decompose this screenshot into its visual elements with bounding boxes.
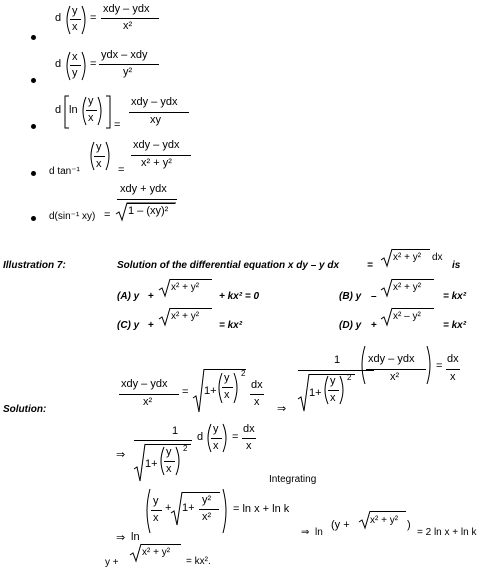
right-paren (221, 488, 231, 534)
formula-4-num: y (96, 141, 102, 153)
final-eq: = kx². (186, 556, 211, 567)
step1-dx: dx (251, 379, 263, 391)
step4-x: x (153, 512, 159, 524)
formula-5-rden: 1 – (xy)² (128, 205, 169, 217)
option-b-radicand: x² + y² (393, 282, 422, 293)
implies-arrow: ⇒ (116, 532, 126, 544)
fraction-bar (151, 510, 162, 511)
formula-1-num: y (72, 5, 78, 17)
step2-x: x (330, 392, 336, 404)
formula-4-lhs: d tan⁻¹ (49, 166, 80, 177)
formula-2-num: x (72, 51, 78, 63)
formula-1-eq: = (90, 12, 97, 24)
integrating-text: Integrating (269, 474, 317, 485)
step3-y: y (166, 446, 172, 458)
step3-x2: x (246, 440, 252, 452)
fraction-bar (131, 155, 191, 156)
question-dx: dx (432, 252, 443, 263)
formula-1-den: x (72, 21, 78, 33)
bullet (31, 78, 36, 83)
formula-2-d: d (55, 58, 62, 70)
step4-onep: 1+ (182, 502, 195, 514)
option-d-radicand: x² – y² (393, 311, 421, 322)
fraction-bar (366, 369, 426, 370)
step2-eq: = (436, 360, 443, 372)
step3-sq: 2 (183, 444, 188, 453)
formula-3-rden: xy (150, 114, 161, 126)
formula-1-d: d (55, 12, 62, 24)
option-b-label: (B) y (339, 291, 362, 302)
left-paren (143, 488, 153, 534)
step1-x2: x (254, 396, 260, 408)
fraction-bar (119, 394, 179, 395)
step4-x2: x² (202, 511, 212, 523)
question-eq: = (367, 260, 373, 271)
step1-den: x² (143, 396, 153, 408)
formula-4-eq: = (118, 164, 125, 176)
formula-1-rnum: xdy – ydx (103, 3, 150, 15)
step3-onep: 1+ (145, 458, 158, 470)
fraction-bar (199, 509, 219, 510)
fraction-bar (446, 369, 460, 370)
option-b-op: – (371, 291, 377, 302)
step4-y: y (153, 495, 159, 507)
final-pre: y + (105, 557, 119, 568)
formula-3-num: y (88, 95, 94, 107)
sqrt-bar (127, 203, 175, 204)
final-radicand: x² + y² (142, 547, 171, 558)
formula-5-lhs: d(sin⁻¹ xy) (49, 211, 96, 222)
option-c-radicand: x² + y² (171, 311, 200, 322)
step1-sq: 2 (241, 369, 246, 378)
formula-5-rnum: xdy + ydx (120, 183, 167, 195)
sqrt-bar (170, 308, 212, 309)
step4-eq: = ln x + ln k (233, 503, 290, 515)
option-a-label: (A) y (117, 291, 140, 302)
right-paren (425, 345, 435, 385)
bullet (31, 35, 36, 40)
solution-label: Solution: (3, 404, 47, 415)
step3-eq: = (232, 431, 239, 443)
right-bracket (104, 95, 112, 129)
formula-2-rnum: ydx – xdy (101, 49, 148, 61)
fraction-bar (117, 199, 177, 200)
question-text: Solution of the differential equation x dy – y dx (117, 260, 340, 271)
fraction-bar (99, 64, 159, 65)
formula-2-rden: y² (123, 66, 133, 78)
option-c-label: (C) y (117, 320, 140, 331)
step1-eq: = (182, 386, 189, 398)
step2-num: xdy – ydx (368, 353, 415, 365)
step2-den: x² (390, 371, 400, 383)
right-paren (104, 141, 114, 171)
right-paren (221, 423, 231, 453)
sqrt-sign (116, 202, 128, 222)
option-a-op: + (148, 291, 154, 302)
bullet (31, 216, 36, 221)
option-d-op: + (371, 320, 377, 331)
step1-x: x (224, 389, 230, 401)
fraction-bar (129, 112, 189, 113)
question-radicand: x² + y² (393, 252, 422, 263)
fraction-bar (242, 438, 256, 439)
option-a-tail: + kx² = 0 (219, 291, 260, 302)
formula-3-d: d (55, 104, 62, 116)
step3-d: d (197, 431, 204, 443)
right-paren (80, 5, 90, 35)
step2-one: 1 (334, 354, 341, 366)
step5-expr-post: ) (407, 519, 411, 531)
question-is: is (452, 260, 461, 271)
step4-y2: y² (202, 494, 212, 506)
left-paren (358, 345, 368, 385)
step5-eq: = 2 ln x + ln k (417, 527, 477, 538)
step3-x: x (166, 463, 172, 475)
formula-4-rden: x² + y² (141, 157, 172, 169)
step1-num: xdy – ydx (121, 378, 168, 390)
implies-arrow: ⇒ (116, 449, 126, 461)
implies-arrow: ⇒ (277, 403, 287, 415)
bullet (31, 124, 36, 129)
step1-onep: 1+ (204, 385, 217, 397)
step3-one: 1 (172, 425, 179, 437)
step3-fy: y (213, 423, 219, 435)
step5-radicand: x² + y² (370, 515, 399, 526)
formula-2-eq: = (90, 58, 97, 70)
fraction-bar (101, 18, 159, 19)
formula-5-eq: = (104, 209, 111, 221)
sqrt-bar (370, 511, 406, 512)
sqrt-sign (381, 248, 393, 268)
implies-arrow: ⇒ (301, 527, 310, 538)
fraction-bar (250, 394, 264, 395)
sqrt-bar (141, 544, 181, 545)
step3-fx: x (213, 440, 219, 452)
sqrt-sign (381, 307, 393, 327)
formula-3-eq: = (114, 119, 121, 131)
formula-3-den: x (88, 112, 94, 124)
plus-sign: + (165, 502, 172, 514)
sqrt-sign (130, 543, 142, 563)
option-c-op: + (148, 320, 154, 331)
sqrt-bar (392, 308, 434, 309)
sqrt-sign (159, 307, 171, 327)
sqrt-bar (170, 279, 212, 280)
step5-ln: ln (315, 527, 323, 538)
formula-4-den: x (96, 158, 102, 170)
step2-x2: x (450, 371, 456, 383)
step2-y: y (330, 375, 336, 387)
formula-3-rnum: xdy – ydx (131, 96, 178, 108)
option-c-tail: = kx² (219, 320, 243, 331)
step3-dx: dx (243, 423, 255, 435)
right-paren (80, 51, 90, 81)
option-a-radicand: x² + y² (171, 282, 200, 293)
step2-onep: 1+ (309, 387, 322, 399)
formula-2-den: y (72, 67, 78, 79)
sqrt-bar (392, 279, 434, 280)
sqrt-sign (381, 278, 393, 298)
step4-ln: ln (131, 531, 140, 543)
sqrt-sign (159, 278, 171, 298)
fraction-bar (134, 440, 192, 441)
bullet (31, 171, 36, 176)
step5-expr-pre: (y + (331, 519, 350, 531)
option-d-tail: = kx² (443, 320, 467, 331)
sqrt-bar (182, 492, 220, 493)
step1-y: y (224, 372, 230, 384)
sqrt-bar (392, 249, 430, 250)
sqrt-bar (204, 369, 246, 370)
step2-dx: dx (447, 353, 459, 365)
formula-4-rnum: xdy – ydx (133, 139, 180, 151)
formula-3-ln: ln (69, 104, 78, 116)
option-b-tail: = kx² (443, 291, 467, 302)
step2-sq: 2 (347, 373, 352, 382)
illustration-label: Illustration 7: (3, 260, 66, 271)
formula-1-rden: x² (123, 20, 133, 32)
option-d-label: (D) y (339, 320, 362, 331)
